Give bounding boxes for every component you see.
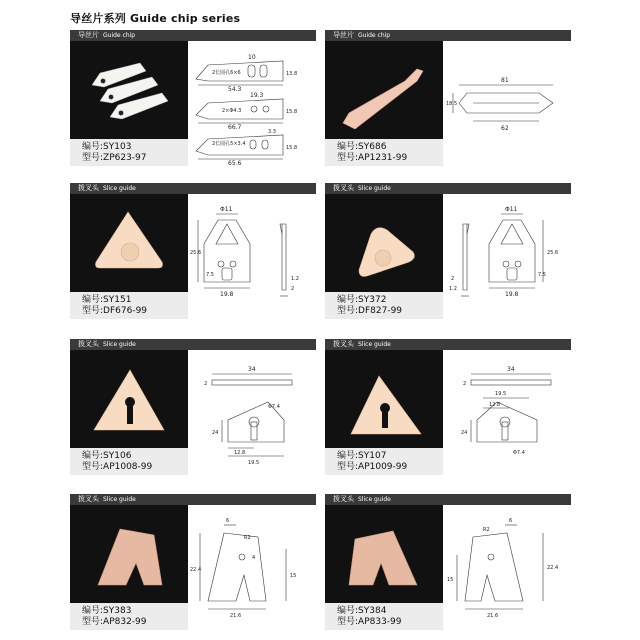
product-code: 编号:SY384 (337, 606, 387, 616)
dim-label: 19.5 (495, 391, 507, 397)
dim-label: 24 (461, 430, 468, 436)
dim-label: 19.8 (505, 291, 519, 298)
dim-label: 7.5 (538, 272, 546, 278)
dim-label: 2×Φ4.3 (222, 108, 242, 114)
card-header (70, 494, 316, 505)
dim-label: 2 (463, 381, 467, 387)
category-en: Slice guide (358, 341, 391, 348)
product-model: 型号:AP832-99 (82, 617, 147, 627)
dim-label: Φ11 (220, 206, 233, 213)
category-cn: 拨叉头 (333, 495, 354, 503)
card-header (70, 339, 316, 350)
dim-label: 2 (291, 286, 295, 292)
card-header (325, 494, 571, 505)
product-photo (325, 350, 443, 448)
product-model: 型号:ZP623-97 (82, 153, 147, 163)
product-model: 型号:AP1009-99 (337, 462, 408, 472)
dim-label: 2 (451, 276, 455, 282)
dim-label: R2 (483, 527, 490, 533)
dim-label: 3.3 (268, 129, 276, 135)
technical-drawing (443, 41, 571, 166)
category-cn: 导丝片 (78, 31, 99, 39)
dim-label: 12.8 (489, 402, 501, 408)
product-photo (325, 194, 443, 292)
technical-drawing (188, 41, 316, 166)
dim-label: 18.5 (446, 101, 458, 107)
dim-label: 25.6 (190, 250, 202, 256)
product-card-sy372 (325, 183, 571, 319)
card-header (325, 183, 571, 194)
dim-label: 22.4 (190, 567, 202, 573)
product-card-sy151 (70, 183, 316, 319)
dim-label: 24 (212, 430, 219, 436)
dim-label: 19.5 (248, 460, 260, 466)
product-model: 型号:AP1231-99 (337, 153, 408, 163)
guide-chip-pink (343, 69, 423, 129)
product-card-sy686 (325, 30, 571, 166)
slice-guide-tan (98, 529, 162, 585)
product-photo (70, 41, 188, 139)
dim-label: 21.6 (487, 613, 499, 619)
dim-label: 25.6 (547, 250, 559, 256)
category-en: Guide chip (358, 32, 391, 39)
product-card-sy107 (325, 339, 571, 475)
category-cn: 拨叉头 (78, 340, 99, 348)
card-header (70, 30, 316, 41)
product-code: 编号:SY372 (337, 295, 387, 305)
technical-drawing (443, 505, 571, 630)
dim-label: 66.7 (228, 124, 242, 131)
product-info (325, 292, 443, 319)
product-photo (70, 194, 188, 292)
product-card-sy383 (70, 494, 316, 630)
dim-label: 10 (248, 54, 256, 61)
product-info (325, 603, 443, 630)
product-code: 编号:SY151 (82, 295, 132, 305)
technical-drawing (443, 350, 571, 475)
technical-drawing (443, 194, 571, 319)
product-info (70, 448, 188, 475)
dim-label: R2 (244, 535, 251, 541)
dim-label: 2 (204, 381, 208, 387)
dim-label: 4 (252, 555, 256, 561)
category-cn: 导丝片 (333, 31, 354, 39)
dim-label: Φ7.4 (268, 404, 280, 410)
technical-drawing (188, 505, 316, 630)
category-en: Slice guide (103, 496, 136, 503)
dim-label: 62 (501, 125, 509, 132)
dim-label: 1.2 (449, 286, 457, 292)
product-info (70, 603, 188, 630)
dim-label: 19.3 (250, 92, 264, 99)
product-info (70, 292, 188, 319)
product-model: 型号:AP833-99 (337, 617, 402, 627)
product-info (70, 139, 188, 166)
dim-label: 15 (447, 577, 454, 583)
dim-label: Φ7.4 (513, 450, 525, 456)
dim-label: 22.4 (547, 565, 559, 571)
product-photo (70, 505, 188, 603)
page-title: 导丝片系列 Guide chip series (70, 12, 241, 25)
dim-label: 15 (290, 573, 297, 579)
category-en: Slice guide (358, 496, 391, 503)
technical-drawing (188, 194, 316, 319)
product-code: 编号:SY383 (82, 606, 132, 616)
dim-label: 13.8 (286, 71, 298, 77)
product-card-sy384 (325, 494, 571, 630)
dim-label: 6 (226, 518, 230, 524)
dim-label: 34 (507, 366, 515, 373)
dim-label: 12.8 (234, 450, 246, 456)
category-cn: 拨叉头 (333, 184, 354, 192)
product-card-sy106 (70, 339, 316, 475)
dim-label: 6 (509, 518, 513, 524)
product-model: 型号:DF827-99 (337, 306, 403, 316)
dim-label: 15.8 (286, 145, 298, 151)
dim-label: 2长圆孔5×3.4 (212, 141, 246, 147)
dim-label: 1.2 (291, 276, 299, 282)
dim-label: 21.6 (230, 613, 242, 619)
dim-label: Φ11 (505, 206, 518, 213)
category-en: Slice guide (103, 341, 136, 348)
dim-label: 19.8 (220, 291, 234, 298)
category-cn: 拨叉头 (78, 495, 99, 503)
category-en: Slice guide (103, 185, 136, 192)
dim-label: 15.8 (286, 109, 298, 115)
dim-label: 7.5 (206, 272, 214, 278)
product-photo (325, 505, 443, 603)
dim-label: 81 (501, 77, 509, 84)
dim-label: 65.6 (228, 160, 242, 166)
card-header (325, 339, 571, 350)
product-code: 编号:SY686 (337, 142, 387, 152)
product-photo (70, 350, 188, 448)
category-en: Guide chip (103, 32, 136, 39)
card-header (70, 183, 316, 194)
technical-drawing (188, 350, 316, 475)
product-card-sy103 (70, 30, 316, 166)
product-code: 编号:SY103 (82, 142, 132, 152)
product-info (325, 448, 443, 475)
dim-label: 2长圆孔6×6 (212, 70, 241, 76)
slice-guide-tan (349, 531, 417, 585)
category-cn: 拨叉头 (78, 184, 99, 192)
guide-chip-1 (92, 63, 168, 119)
dim-label: 54.3 (228, 86, 242, 93)
category-cn: 拨叉头 (333, 340, 354, 348)
product-model: 型号:AP1008-99 (82, 462, 153, 472)
category-en: Slice guide (358, 185, 391, 192)
product-code: 编号:SY107 (337, 451, 387, 461)
card-header (325, 30, 571, 41)
product-info (325, 139, 443, 166)
product-photo (325, 41, 443, 139)
product-code: 编号:SY106 (82, 451, 132, 461)
dim-label: 34 (248, 366, 256, 373)
product-model: 型号:DF676-99 (82, 306, 148, 316)
